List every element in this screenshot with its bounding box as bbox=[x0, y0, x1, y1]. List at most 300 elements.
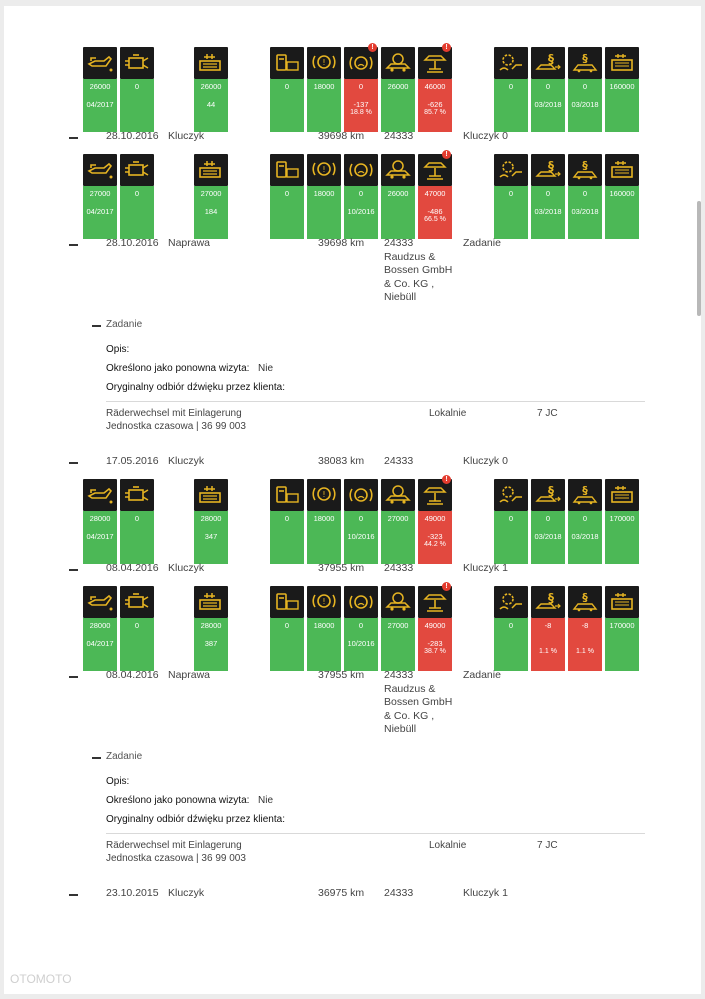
tile-value-v1: 28000 bbox=[89, 621, 111, 630]
emission-icon bbox=[568, 586, 602, 618]
svg-text:§: § bbox=[548, 484, 554, 498]
tile-value-v2: 04/2017 bbox=[86, 100, 114, 109]
service-tile bbox=[83, 154, 117, 239]
tile-value-v3: 1.1 % bbox=[539, 648, 557, 655]
inspection-icon bbox=[531, 154, 565, 186]
tile-value-v3: 66.5 % bbox=[424, 216, 446, 223]
brake-rear-icon bbox=[381, 586, 415, 618]
tile-value-v2: -283 bbox=[427, 639, 443, 648]
status-ok bbox=[381, 618, 415, 671]
entry-type: Kluczyk bbox=[168, 130, 205, 142]
emission-icon bbox=[568, 47, 602, 79]
status-ok bbox=[568, 79, 602, 132]
service-tile bbox=[531, 479, 565, 564]
vehicle-check-icon bbox=[494, 47, 528, 79]
svg-text:§: § bbox=[582, 52, 588, 65]
task-detail bbox=[4, 750, 701, 870]
tile-value-v2: 184 bbox=[204, 207, 218, 216]
entry-type: Naprawa bbox=[168, 237, 211, 249]
status-ok bbox=[605, 79, 639, 132]
tile-value-v2: 04/2017 bbox=[86, 532, 114, 541]
warning-icon: ! bbox=[442, 43, 451, 52]
service-tile bbox=[344, 586, 378, 671]
status-ok bbox=[194, 79, 228, 132]
entry-info: Kluczyk 0 bbox=[463, 455, 508, 467]
divider bbox=[106, 401, 645, 402]
service-tile bbox=[307, 586, 341, 671]
service-tile bbox=[568, 586, 602, 671]
service-tile bbox=[307, 47, 341, 132]
brake-front-icon bbox=[307, 586, 341, 618]
oil-icon bbox=[83, 47, 117, 79]
tile-value-v2: 10/2016 bbox=[347, 207, 375, 216]
status-ok bbox=[120, 511, 154, 564]
tile-value-v2: 387 bbox=[204, 639, 218, 648]
emission-icon bbox=[568, 154, 602, 186]
entry-mileage: 37955 km bbox=[318, 562, 365, 574]
vehicle-check-icon bbox=[494, 586, 528, 618]
tile-value-v1: 0 bbox=[508, 189, 514, 198]
car-lift-icon bbox=[418, 44, 452, 79]
tile-value-v1: 18000 bbox=[313, 189, 335, 198]
tile-value-v2: 44 bbox=[206, 100, 216, 109]
service-tile bbox=[194, 154, 228, 239]
description-label: Opis: bbox=[106, 776, 130, 787]
brake-fluid-icon bbox=[344, 586, 378, 618]
job-name: Räderwechsel mit Einlagerung bbox=[106, 408, 242, 419]
car-lift-icon bbox=[418, 476, 452, 511]
tile-value-v1: 28000 bbox=[200, 621, 222, 630]
tile-value-v3: 1.1 % bbox=[576, 648, 594, 655]
tile-value-v2: 04/2017 bbox=[86, 639, 114, 648]
tile-value-v1: 0 bbox=[358, 189, 364, 198]
tile-value-v2: 10/2016 bbox=[347, 532, 375, 541]
service-tile bbox=[605, 154, 639, 239]
entry-dealer-line: & Co. KG , bbox=[384, 277, 435, 290]
sparkplug-icon bbox=[194, 479, 228, 511]
status-ok bbox=[344, 511, 378, 564]
history-entry bbox=[4, 455, 701, 471]
microfilter-icon bbox=[605, 154, 639, 186]
description-label: Opis: bbox=[106, 344, 130, 355]
status-ok bbox=[120, 618, 154, 671]
entry-code: 24333 bbox=[384, 562, 414, 574]
service-tile bbox=[494, 47, 528, 132]
tile-value-v1: 46000 bbox=[424, 82, 446, 91]
brake-fluid-icon bbox=[344, 479, 378, 511]
emission-icon bbox=[568, 479, 602, 511]
collapse-minus-icon[interactable] bbox=[92, 757, 101, 759]
service-tile bbox=[270, 47, 304, 132]
service-tile bbox=[418, 476, 452, 564]
status-overdue bbox=[418, 79, 452, 132]
task-title: Zadanie bbox=[106, 319, 143, 330]
tile-value-v1: 170000 bbox=[609, 514, 635, 523]
entry-info: Kluczyk 1 bbox=[463, 887, 508, 899]
svg-text:§: § bbox=[582, 484, 588, 497]
collapse-minus-icon[interactable] bbox=[69, 137, 78, 139]
service-tile bbox=[194, 479, 228, 564]
status-ok bbox=[494, 186, 528, 239]
revisit-label: Określono jako ponowna wizyta: bbox=[106, 363, 250, 374]
car-lift-icon bbox=[418, 151, 452, 186]
tile-value-v1: 0 bbox=[284, 82, 290, 91]
entry-type: Naprawa bbox=[168, 669, 211, 681]
entry-mileage: 39698 km bbox=[318, 237, 365, 249]
service-tile bbox=[120, 154, 154, 239]
engine-icon bbox=[120, 47, 154, 79]
brake-fluid-icon bbox=[344, 154, 378, 186]
entry-code: 24333 bbox=[384, 130, 414, 142]
service-tile bbox=[418, 151, 452, 239]
collapse-minus-icon[interactable] bbox=[69, 569, 78, 571]
entry-mileage: 36975 km bbox=[318, 887, 365, 899]
job-unit: Jednostka czasowa | 36 99 003 bbox=[106, 421, 246, 432]
status-ok bbox=[381, 79, 415, 132]
microfilter-icon bbox=[605, 479, 639, 511]
service-tile bbox=[381, 154, 415, 239]
tile-value-v1: 27000 bbox=[387, 621, 409, 630]
job-name: Räderwechsel mit Einlagerung bbox=[106, 840, 242, 851]
status-ok bbox=[307, 79, 341, 132]
tile-value-v2: 03/2018 bbox=[534, 100, 562, 109]
tile-value-v2: -626 bbox=[427, 100, 443, 109]
revisit-label: Określono jako ponowna wizyta: bbox=[106, 795, 250, 806]
service-tile bbox=[270, 479, 304, 564]
svg-text:§: § bbox=[548, 52, 554, 66]
entry-dealer-line: Bossen GmbH bbox=[384, 696, 453, 708]
tile-value-v1: 27000 bbox=[387, 514, 409, 523]
status-ok bbox=[531, 511, 565, 564]
tile-value-v1: 26000 bbox=[89, 82, 111, 91]
inspection-icon bbox=[531, 586, 565, 618]
entry-type: Kluczyk bbox=[168, 455, 205, 467]
collapse-minus-icon[interactable] bbox=[69, 244, 78, 246]
status-overdue bbox=[418, 186, 452, 239]
entry-date: 08.04.2016 bbox=[106, 562, 159, 574]
tile-value-v2: 04/2017 bbox=[86, 207, 114, 216]
service-tile bbox=[344, 479, 378, 564]
svg-text:§: § bbox=[582, 159, 588, 172]
sparkplug-icon bbox=[194, 586, 228, 618]
collapse-minus-icon[interactable] bbox=[69, 894, 78, 896]
service-tile bbox=[418, 583, 452, 671]
status-overdue bbox=[531, 618, 565, 671]
service-tile bbox=[605, 586, 639, 671]
service-tile bbox=[344, 154, 378, 239]
status-ok bbox=[120, 186, 154, 239]
status-ok bbox=[194, 186, 228, 239]
service-tile bbox=[568, 154, 602, 239]
fuel-filter-icon bbox=[270, 479, 304, 511]
tile-value-v1: 27000 bbox=[200, 189, 222, 198]
customer-complaint-label: Oryginalny odbiór dźwięku przez klienta: bbox=[106, 382, 285, 393]
service-tile bbox=[418, 44, 452, 132]
tile-value-v1: 160000 bbox=[609, 189, 635, 198]
service-tile bbox=[120, 479, 154, 564]
status-ok bbox=[307, 186, 341, 239]
status-overdue bbox=[568, 618, 602, 671]
task-detail bbox=[4, 318, 701, 438]
status-ok bbox=[381, 186, 415, 239]
tile-value-v2: 10/2016 bbox=[347, 639, 375, 648]
status-ok bbox=[307, 618, 341, 671]
history-entry bbox=[4, 669, 701, 739]
tile-value-v1: 27000 bbox=[89, 189, 111, 198]
status-ok bbox=[494, 511, 528, 564]
tile-value-v1: -8 bbox=[544, 621, 552, 630]
brake-rear-icon bbox=[381, 47, 415, 79]
tile-value-v1: 0 bbox=[545, 82, 551, 91]
collapse-minus-icon[interactable] bbox=[69, 462, 78, 464]
inspection-icon bbox=[531, 47, 565, 79]
job-time: 7 JC bbox=[537, 408, 558, 419]
service-tile bbox=[605, 479, 639, 564]
brake-front-icon bbox=[307, 479, 341, 511]
engine-icon bbox=[120, 479, 154, 511]
entry-date: 08.04.2016 bbox=[106, 669, 159, 681]
service-tile bbox=[120, 47, 154, 132]
job-location: Lokalnie bbox=[429, 408, 467, 419]
svg-text:!: ! bbox=[322, 597, 326, 606]
entry-dealer-line: Raudzus & bbox=[384, 682, 436, 695]
job-location: Lokalnie bbox=[429, 840, 467, 851]
tile-value-v1: 18000 bbox=[313, 514, 335, 523]
service-tile bbox=[270, 586, 304, 671]
job-time: 7 JC bbox=[537, 840, 558, 851]
entry-info: Zadanie bbox=[463, 669, 501, 681]
tile-value-v1: 18000 bbox=[313, 621, 335, 630]
tile-value-v1: 0 bbox=[358, 514, 364, 523]
service-tile bbox=[270, 154, 304, 239]
status-ok bbox=[194, 618, 228, 671]
service-tile bbox=[381, 586, 415, 671]
service-tile bbox=[83, 47, 117, 132]
vehicle-check-icon bbox=[494, 154, 528, 186]
service-tile bbox=[307, 154, 341, 239]
svg-text:§: § bbox=[582, 591, 588, 604]
entry-dealer-line: Niebüll bbox=[384, 291, 417, 303]
status-ok bbox=[194, 511, 228, 564]
tile-value-v1: 0 bbox=[358, 82, 364, 91]
status-ok bbox=[605, 511, 639, 564]
tile-value-v1: 28000 bbox=[89, 514, 111, 523]
entry-date: 28.10.2016 bbox=[106, 130, 159, 142]
tile-value-v1: 26000 bbox=[387, 82, 409, 91]
tile-value-v2: -486 bbox=[427, 207, 443, 216]
tile-value-v1: 0 bbox=[582, 82, 588, 91]
warning-icon: ! bbox=[368, 43, 377, 52]
svg-text:§: § bbox=[548, 591, 554, 605]
status-ok bbox=[83, 186, 117, 239]
engine-icon bbox=[120, 586, 154, 618]
status-ok bbox=[344, 186, 378, 239]
entry-code: 24333 bbox=[384, 455, 414, 467]
tile-value-v1: 0 bbox=[545, 514, 551, 523]
car-lift-icon bbox=[418, 583, 452, 618]
history-entry bbox=[4, 130, 701, 146]
oil-icon bbox=[83, 154, 117, 186]
tile-value-v1: 0 bbox=[545, 189, 551, 198]
tile-value-v1: 0 bbox=[508, 621, 514, 630]
tile-value-v1: 26000 bbox=[200, 82, 222, 91]
microfilter-icon bbox=[605, 47, 639, 79]
status-ok bbox=[494, 618, 528, 671]
status-ok bbox=[83, 618, 117, 671]
status-ok bbox=[344, 618, 378, 671]
entry-dealer-line: Niebüll bbox=[384, 723, 417, 735]
tile-value-v1: 160000 bbox=[609, 82, 635, 91]
status-ok bbox=[531, 79, 565, 132]
service-tile bbox=[307, 479, 341, 564]
status-ok bbox=[381, 511, 415, 564]
brake-fluid-icon bbox=[344, 44, 378, 79]
service-tile bbox=[531, 47, 565, 132]
revisit-value: Nie bbox=[258, 363, 274, 374]
status-ok bbox=[270, 186, 304, 239]
status-ok bbox=[83, 79, 117, 132]
brake-front-icon bbox=[307, 47, 341, 79]
divider bbox=[106, 833, 645, 834]
brake-rear-icon bbox=[381, 479, 415, 511]
tile-value-v1: 0 bbox=[134, 621, 140, 630]
tile-value-v1: 28000 bbox=[200, 514, 222, 523]
fuel-filter-icon bbox=[270, 154, 304, 186]
svg-text:!: ! bbox=[322, 58, 326, 67]
status-overdue bbox=[418, 618, 452, 671]
status-overdue bbox=[418, 511, 452, 564]
tile-value-v2: -323 bbox=[427, 532, 443, 541]
entry-code: 24333 bbox=[384, 237, 414, 249]
task-title: Zadanie bbox=[106, 751, 143, 762]
brake-front-icon bbox=[307, 154, 341, 186]
service-tile bbox=[194, 586, 228, 671]
tile-value-v1: 0 bbox=[508, 82, 514, 91]
entry-mileage: 39698 km bbox=[318, 130, 365, 142]
tile-value-v1: 47000 bbox=[424, 189, 446, 198]
microfilter-icon bbox=[605, 586, 639, 618]
service-tile bbox=[494, 154, 528, 239]
history-entry bbox=[4, 237, 701, 307]
tile-value-v2: 03/2018 bbox=[571, 532, 599, 541]
entry-info: Zadanie bbox=[463, 237, 501, 249]
service-tile bbox=[381, 47, 415, 132]
service-tile bbox=[120, 586, 154, 671]
entry-info: Kluczyk 0 bbox=[463, 130, 508, 142]
history-entry bbox=[4, 562, 701, 578]
sparkplug-icon bbox=[194, 47, 228, 79]
job-unit: Jednostka czasowa | 36 99 003 bbox=[106, 853, 246, 864]
collapse-minus-icon[interactable] bbox=[69, 676, 78, 678]
svg-text:!: ! bbox=[322, 490, 326, 499]
warning-icon: ! bbox=[442, 475, 451, 484]
tile-value-v3: 85.7 % bbox=[424, 109, 446, 116]
tile-value-v3: 44.2 % bbox=[424, 541, 446, 548]
entry-type: Kluczyk bbox=[168, 887, 205, 899]
tile-value-v1: 0 bbox=[134, 514, 140, 523]
oil-icon bbox=[83, 586, 117, 618]
collapse-minus-icon[interactable] bbox=[92, 325, 101, 327]
tile-value-v3: 38.7 % bbox=[424, 648, 446, 655]
entry-date: 28.10.2016 bbox=[106, 237, 159, 249]
engine-icon bbox=[120, 154, 154, 186]
status-ok bbox=[531, 186, 565, 239]
status-ok bbox=[270, 618, 304, 671]
warning-icon: ! bbox=[442, 150, 451, 159]
status-ok bbox=[120, 79, 154, 132]
tile-value-v1: 0 bbox=[284, 514, 290, 523]
status-ok bbox=[83, 511, 117, 564]
status-ok bbox=[605, 618, 639, 671]
service-tile bbox=[494, 479, 528, 564]
service-tile bbox=[194, 47, 228, 132]
tile-value-v1: 0 bbox=[358, 621, 364, 630]
tile-value-v1: 0 bbox=[284, 189, 290, 198]
oil-icon bbox=[83, 479, 117, 511]
status-ok bbox=[568, 511, 602, 564]
tile-value-v2: 03/2018 bbox=[534, 532, 562, 541]
tile-value-v1: 0 bbox=[582, 514, 588, 523]
service-tile bbox=[568, 479, 602, 564]
tile-value-v2: 03/2018 bbox=[571, 207, 599, 216]
entry-dealer-line: & Co. KG , bbox=[384, 709, 435, 722]
service-tile bbox=[494, 586, 528, 671]
status-ok bbox=[307, 511, 341, 564]
tile-value-v2: -137 bbox=[353, 100, 369, 109]
tile-value-v2: 347 bbox=[204, 532, 218, 541]
service-tile bbox=[381, 479, 415, 564]
tile-value-v1: 49000 bbox=[424, 514, 446, 523]
svg-text:!: ! bbox=[322, 165, 326, 174]
history-entry bbox=[4, 887, 701, 903]
tile-value-v1: 0 bbox=[582, 189, 588, 198]
tile-value-v2: 03/2018 bbox=[534, 207, 562, 216]
sparkplug-icon bbox=[194, 154, 228, 186]
tile-value-v2: 03/2018 bbox=[571, 100, 599, 109]
service-tile bbox=[568, 47, 602, 132]
entry-info: Kluczyk 1 bbox=[463, 562, 508, 574]
status-ok bbox=[605, 186, 639, 239]
vehicle-check-icon bbox=[494, 479, 528, 511]
status-overdue bbox=[344, 79, 378, 132]
entry-mileage: 37955 km bbox=[318, 669, 365, 681]
entry-type: Kluczyk bbox=[168, 562, 205, 574]
tile-value-v3: 18.8 % bbox=[350, 109, 372, 116]
inspection-icon bbox=[531, 479, 565, 511]
service-tile bbox=[83, 586, 117, 671]
status-ok bbox=[494, 79, 528, 132]
warning-icon: ! bbox=[442, 582, 451, 591]
service-tile bbox=[531, 154, 565, 239]
entry-dealer-line: Bossen GmbH bbox=[384, 264, 453, 276]
service-tile bbox=[531, 586, 565, 671]
service-tile bbox=[344, 44, 378, 132]
tile-value-v1: 18000 bbox=[313, 82, 335, 91]
entry-dealer-line: Raudzus & bbox=[384, 250, 436, 263]
service-tile bbox=[605, 47, 639, 132]
fuel-filter-icon bbox=[270, 586, 304, 618]
tile-value-v1: 0 bbox=[134, 82, 140, 91]
watermark: OTOMOTO bbox=[10, 972, 72, 986]
tile-value-v1: -8 bbox=[581, 621, 589, 630]
tile-value-v1: 170000 bbox=[609, 621, 635, 630]
service-history-page bbox=[4, 6, 701, 994]
tile-value-v1: 0 bbox=[284, 621, 290, 630]
fuel-filter-icon bbox=[270, 47, 304, 79]
customer-complaint-label: Oryginalny odbiór dźwięku przez klienta: bbox=[106, 814, 285, 825]
entry-date: 23.10.2015 bbox=[106, 887, 159, 899]
status-ok bbox=[568, 186, 602, 239]
